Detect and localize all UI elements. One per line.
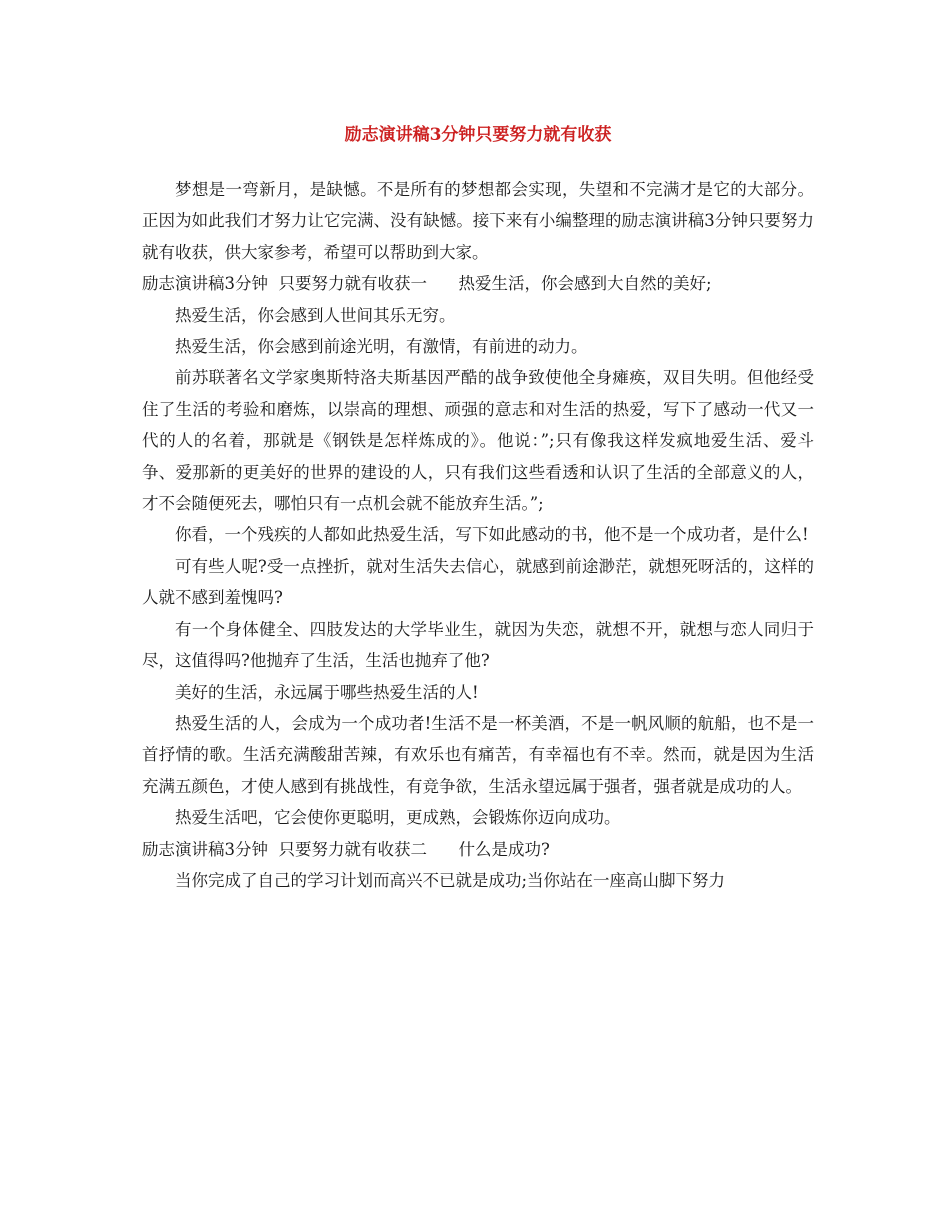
paragraph: 你看，一个残疾的人都如此热爱生活，写下如此感动的书，他不是一个成功者，是什么! — [175, 525, 809, 545]
section-heading: 励志演讲稿3分钟 只要努力就有收获一 热爱生活，你会感到大自然的美好; — [142, 274, 712, 294]
section-heading: 励志演讲稿3分钟 只要努力就有收获二 什么是成功? — [142, 839, 550, 859]
document-body — [142, 174, 814, 896]
paragraph: 热爱生活的人，会成为一个成功者!生活不是一杯美酒，不是一帆风顺的航船，也不是一首抒情的歌。生活充满酸甜苦辣，有欢乐也有痛苦，有幸福也有不幸。然而，就是因为生活充满五颜色，才使人感到有挑战性，有竞争欲，生活永望远属于强者，强者就是成功的人。 — [142, 713, 814, 796]
document-page — [142, 118, 814, 896]
paragraph: 当你完成了自己的学习计划而高兴不已就是成功;当你站在一座高山脚下努力 — [175, 870, 726, 890]
paragraph: 有一个身体健全、四肢发达的大学毕业生，就因为失恋，就想不开，就想与恋人同归于尽，这值得吗?他抛弃了生活，生活也抛弃了他? — [142, 619, 814, 671]
paragraph: 热爱生活，你会感到前途光明，有激情，有前进的动力。 — [175, 337, 588, 357]
paragraph: 热爱生活，你会感到人世间其乐无穷。 — [175, 305, 456, 325]
paragraph: 可有些人呢?受一点挫折，就对生活失去信心，就感到前途渺茫，就想死呀活的，这样的人就不感到羞愧吗? — [142, 556, 814, 608]
paragraph: 美好的生活，永远属于哪些热爱生活的人! — [175, 682, 479, 702]
paragraph: 梦想是一弯新月，是缺憾。不是所有的梦想都会实现，失望和不完满才是它的大部分。正因为如此我们才努力让它完满、没有缺憾。接下来有小编整理的励志演讲稿3分钟只要努力就有收获，供大家参考，希望可以帮助到大家。 — [142, 180, 814, 262]
document-title: 励志演讲稿3分钟只要努力就有收获 — [344, 125, 612, 145]
paragraph: 前苏联著名文学家奥斯特洛夫斯基因严酷的战争致使他全身瘫痪，双目失明。但他经受住了生活的考验和磨炼，以崇高的理想、顽强的意志和对生活的热爱，写下了感动一代又一代的人的名着，那就是《钢铁是怎样炼成的》。他说：”;只有像我这样发疯地爱生活、爱斗争、爱那新的更美好的世界的建设的人，只有我们这些看透和认识了生活的全部意义的人，才不会随便死去，哪怕只有一点机会就不能放弃生活。”; — [142, 368, 814, 514]
paragraph: 热爱生活吧，它会使你更聪明，更成熟，会锻炼你迈向成功。 — [175, 808, 621, 828]
